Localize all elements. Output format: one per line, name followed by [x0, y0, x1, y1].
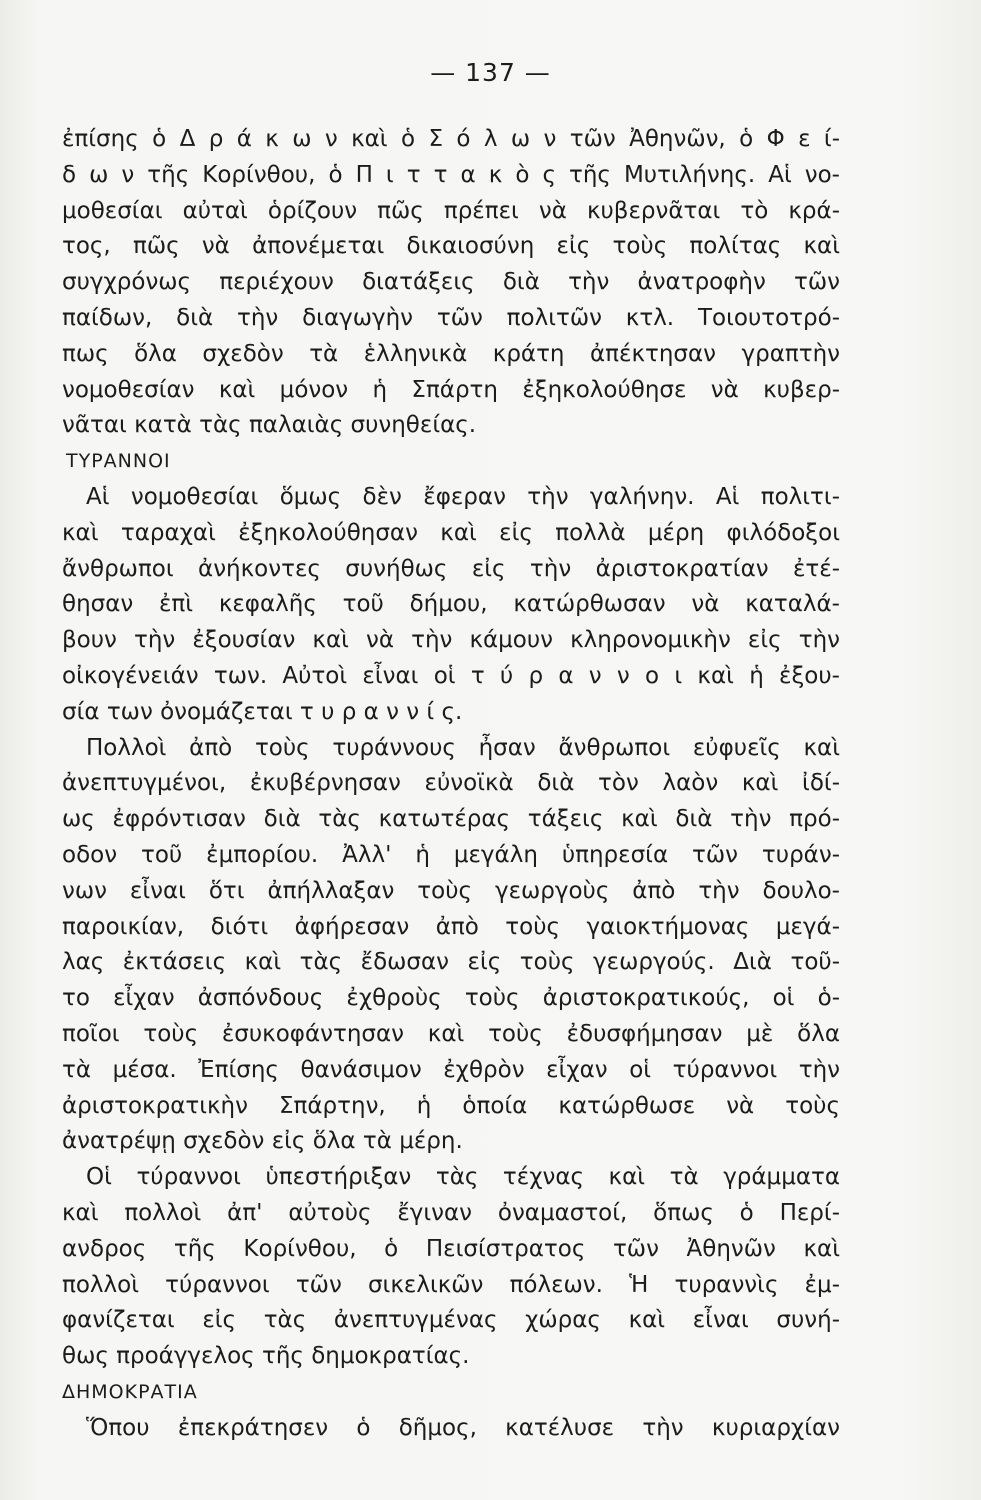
page-number: — 137 —	[430, 58, 551, 87]
text-line: τὰ μέσα. Ἐπίσης θανάσιμον ἐχθρὸν εἶχαν οἱ τύραννοι τὴν	[62, 1056, 840, 1083]
page-text	[62, 122, 840, 1446]
text-line: θησαν ἐπὶ κεφαλῆς τοῦ δήμου, κατώρθωσαν νὰ καταλά-	[62, 591, 840, 618]
text-line: ἀνατρέψῃ σχεδὸν εἰς ὅλα τὰ μέρη.	[62, 1128, 463, 1155]
text-line: καὶ πολλοὶ ἀπ' αὐτοὺς ἔγιναν ὀναμαστοί, ὅπως ὁ Περί-	[62, 1199, 840, 1226]
text-line: λας ἐκτάσεις καὶ τὰς ἔδωσαν εἰς τοὺς γεωργούς. Διὰ τοῦ-	[62, 949, 840, 976]
text-line: οδον τοῦ ἐμπορίου. Ἀλλ' ἡ μεγάλη ὑπηρεσία τῶν τυράν-	[62, 841, 840, 868]
text-line: βουν τὴν ἐξουσίαν καὶ νὰ τὴν κάμουν κληρονομικὴν εἰς τὴν	[62, 627, 840, 654]
text-line: Πολλοὶ ἀπὸ τοὺς τυράννους ἦσαν ἄνθρωποι εὐφυεῖς καὶ	[86, 734, 840, 761]
text-line: καὶ ταραχαὶ ἐξηκολούθησαν καὶ εἰς πολλὰ μέρη φιλόδοξοι	[62, 519, 840, 546]
text-line: Οἱ τύραννοι ὑπεστήριξαν τὰς τέχνας καὶ τὰ γράμματα	[86, 1164, 840, 1191]
text-line: δ ω ν τῆς Κορίνθου, ὁ Π ι τ τ α κ ὸ ς τῆς Μυτιλήνης. Αἱ νο-	[62, 161, 840, 188]
text-line: συγχρόνως περιέχουν διατάξεις διὰ τὴν ἀνατροφὴν τῶν	[62, 269, 840, 296]
text-line: οἰκογένειάν των. Αὐτοὶ εἶναι οἱ τ ύ ρ α ν ν ο ι καὶ ἡ ἐξου-	[62, 662, 840, 689]
text-line: μοθεσίαι αὐταὶ ὁρίζουν πῶς πρέπει νὰ κυβερνᾶται τὸ κρά-	[62, 197, 840, 224]
section-heading-tyrannoi: ΤΥΡΑΝΝΟΙ	[66, 450, 171, 473]
text-line: τος, πῶς νὰ ἀπονέμεται δικαιοσύνη εἰς τοὺς πολίτας καὶ	[62, 233, 840, 260]
text-line: νομοθεσίαν καὶ μόνον ἡ Σπάρτη ἐξηκολούθησε νὰ κυβερ-	[62, 376, 840, 403]
section-heading-dimokratia: ΔΗΜΟΚΡΑΤΙΑ	[62, 1380, 198, 1403]
text-line: Ὅπου ἐπεκράτησεν ὁ δῆμος, κατέλυσε τὴν κυριαρχίαν	[86, 1414, 840, 1441]
text-line: ἐπίσης ὁ Δ ρ ά κ ω ν καὶ ὁ Σ ό λ ω ν τῶν Ἀθηνῶν, ὁ Φ ε ί-	[62, 126, 840, 152]
text-line: φανίζεται εἰς τὰς ἀνεπτυγμένας χώρας καὶ εἶναι συνή-	[62, 1307, 840, 1334]
text-line: ανδρος τῆς Κορίνθου, ὁ Πεισίστρατος τῶν Ἀθηνῶν καὶ	[62, 1235, 840, 1262]
text-line: σία των ὀνομάζεται τ υ ρ α ν ν ί ς.	[62, 698, 463, 725]
text-line: νᾶται κατὰ τὰς παλαιὰς συνηθείας.	[62, 412, 477, 439]
text-line: νων εἶναι ὅτι ἀπήλλαξαν τοὺς γεωργοὺς ἀπὸ τὴν δουλο-	[62, 877, 840, 904]
text-line: ἀριστοκρατικὴν Σπάρτην, ἡ ὁποία κατώρθωσε νὰ τοὺς	[62, 1092, 840, 1119]
text-line: παίδων, διὰ τὴν διαγωγὴν τῶν πολιτῶν κτλ. Τοιουτοτρό-	[62, 304, 840, 331]
text-line: θως προάγγελος τῆς δημοκρατίας.	[62, 1343, 470, 1370]
text-line: ως ἐφρόντισαν διὰ τὰς κατωτέρας τάξεις καὶ διὰ τὴν πρό-	[62, 806, 840, 833]
text-line: ἀνεπτυγμένοι, ἐκυβέρνησαν εὐνοϊκὰ διὰ τὸν λαὸν καὶ ἰδί-	[62, 770, 840, 797]
text-line: ποῖοι τοὺς ἐσυκοφάντησαν καὶ τοὺς ἐδυσφήμησαν μὲ ὅλα	[62, 1020, 840, 1047]
text-line: Αἱ νομοθεσίαι ὅμως δὲν ἔφεραν τὴν γαλήνην. Αἱ πολιτι-	[86, 483, 840, 510]
text-line: παροικίαν, διότι ἀφήρεσαν ἀπὸ τοὺς γαιοκτήμονας μεγά-	[62, 913, 840, 940]
text-line: ἄνθρωποι ἀνήκοντες συνήθως εἰς τὴν ἀριστοκρατίαν ἐτέ-	[62, 555, 840, 582]
text-line: πολλοὶ τύραννοι τῶν σικελικῶν πόλεων. Ἡ τυραννὶς ἐμ-	[62, 1271, 840, 1298]
text-line: πως ὅλα σχεδὸν τὰ ἑλληνικὰ κράτη ἀπέκτησαν γραπτὴν	[62, 340, 840, 367]
text-line: το εἶχαν ἀσπόνδους ἐχθροὺς τοὺς ἀριστοκρατικούς, οἱ ὁ-	[62, 985, 840, 1012]
